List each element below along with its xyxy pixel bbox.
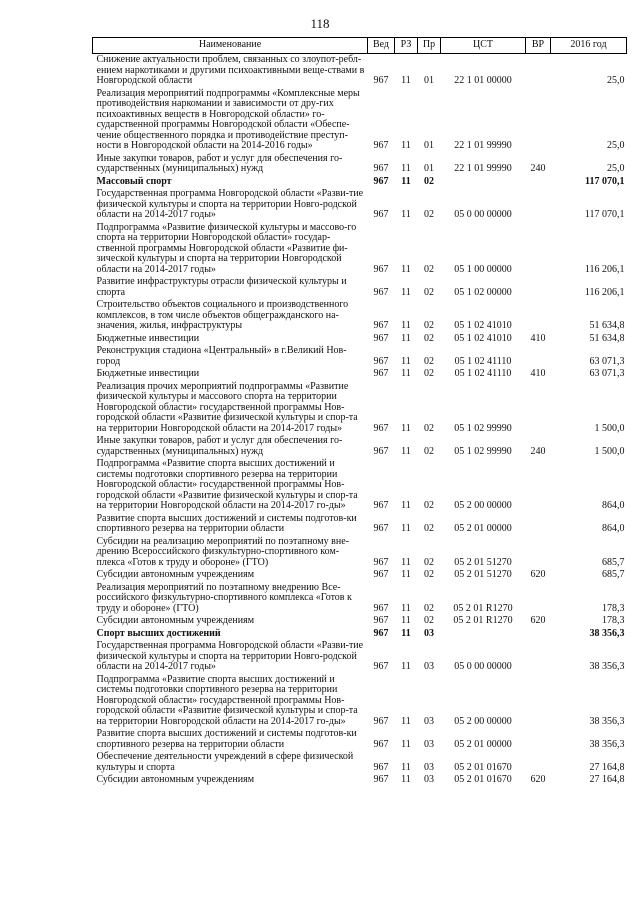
cell-sum: 117 070,1 xyxy=(585,175,625,187)
cell-ved: 967 xyxy=(373,422,389,434)
cell-ved: 967 xyxy=(373,523,389,534)
cell-vr xyxy=(526,299,551,333)
cell-name: Развитие инфраструктуры отрасли физической культуры и спорта xyxy=(96,276,347,298)
cell-pr: 02 xyxy=(424,355,434,367)
table-row xyxy=(93,435,627,458)
cell-pr: 02 xyxy=(424,286,434,298)
cell-rz: 11 xyxy=(401,75,411,86)
cell-rz: 11 xyxy=(401,761,411,773)
cell-ved: 967 xyxy=(373,320,389,331)
header-rz: РЗ xyxy=(395,38,418,54)
cell-sum: 116 206,1 xyxy=(584,286,625,298)
cell-ved: 967 xyxy=(373,163,389,174)
cell-sum: 51 634,8 xyxy=(589,332,625,344)
cell-vr xyxy=(526,582,551,616)
cell-pr: 03 xyxy=(424,774,434,785)
cell-ved: 967 xyxy=(373,209,389,220)
table-row xyxy=(93,458,627,513)
cell-name: Субсидии на реализацию мероприятий по поэтапному вне-дрению Всероссийского физкультурно-спортивного ком-плекса «Готов к труду и обороне» (ГТО) xyxy=(96,535,349,568)
cell-ved: 967 xyxy=(373,661,389,672)
cell-pr: 02 xyxy=(424,602,434,614)
cell-sum: 116 206,1 xyxy=(584,263,625,275)
table-row xyxy=(93,674,627,729)
table-row xyxy=(93,345,627,368)
cell-rz: 11 xyxy=(401,320,411,331)
cell-sum: 63 071,3 xyxy=(589,355,625,367)
cell-name: Субсидии автономным учреждениям xyxy=(96,569,255,580)
table-header xyxy=(93,38,627,54)
cell-vr: 410 xyxy=(530,368,546,379)
cell-ved: 967 xyxy=(373,627,389,639)
table-row xyxy=(93,333,627,346)
cell-rz: 11 xyxy=(401,569,411,580)
cell-name: Обеспечение деятельности учреждений в сфере физической культуры и спорта xyxy=(96,751,354,773)
cell-ved: 967 xyxy=(373,286,389,298)
cell-cst: 05 1 00 00000 xyxy=(454,263,512,275)
table-row xyxy=(93,54,627,88)
table-row xyxy=(93,222,627,277)
cell-vr xyxy=(526,381,551,436)
cell-vr: 240 xyxy=(530,163,546,174)
cell-sum: 178,3 xyxy=(602,602,625,614)
cell-name: Реализация мероприятий по поэтапному внедрению Все-российского физкультурно-спортивного комплекса «Готов к труду и обороне» (ГТО) xyxy=(96,581,352,614)
table-row xyxy=(93,153,627,176)
cell-ved: 967 xyxy=(373,75,389,86)
cell-ved: 967 xyxy=(373,774,389,785)
cell-rz: 11 xyxy=(401,422,411,434)
cell-name: Субсидии автономным учреждениям xyxy=(96,774,255,785)
cell-pr: 02 xyxy=(424,209,434,220)
cell-cst: 05 0 00 00000 xyxy=(454,661,512,672)
cell-name: Реализация мероприятий подпрограммы «Комплексные меры противодействия наркомании и зависимости от дру-гих психоактивных веществ в Новгородской области» го-сударственной программы Новгородской области «Обеспе-чение общественного порядка и противодействие преступ-ности в Новгородской области на 2014-2016 годы» xyxy=(96,87,360,151)
cell-vr xyxy=(526,222,551,277)
cell-rz: 11 xyxy=(401,627,411,639)
cell-ved: 967 xyxy=(373,556,389,568)
cell-pr: 03 xyxy=(424,761,434,773)
cell-ved: 967 xyxy=(373,615,389,626)
cell-sum: 38 356,3 xyxy=(589,715,625,727)
cell-pr: 02 xyxy=(424,332,434,344)
table-row xyxy=(93,582,627,616)
cell-cst: 05 2 00 00000 xyxy=(454,715,512,727)
cell-name: Массовый спорт xyxy=(96,175,172,187)
cell-sum: 51 634,8 xyxy=(589,320,625,331)
cell-sum: 178,3 xyxy=(602,615,625,626)
cell-rz: 11 xyxy=(401,286,411,298)
cell-vr xyxy=(526,188,551,222)
cell-vr xyxy=(526,628,551,641)
cell-rz: 11 xyxy=(401,615,411,626)
cell-ved: 967 xyxy=(373,445,389,457)
cell-sum: 25,0 xyxy=(607,75,625,86)
cell-ved: 967 xyxy=(373,355,389,367)
cell-vr xyxy=(526,276,551,299)
cell-name: Снижение актуальности проблем, связанных со злоупот-ребл-ением наркотиками и другими психоактивными веще-ствами в Новгородской области xyxy=(96,54,365,86)
cell-pr: 02 xyxy=(424,500,434,511)
cell-ved: 967 xyxy=(373,368,389,379)
cell-name: Иные закупки товаров, работ и услуг для обеспечения го-сударственных (муниципальных) нужд xyxy=(96,435,343,457)
cell-rz: 11 xyxy=(401,175,411,187)
header-ved: Вед xyxy=(368,38,395,54)
cell-cst: 05 2 00 00000 xyxy=(454,500,512,511)
table-row xyxy=(93,381,627,436)
cell-rz: 11 xyxy=(401,715,411,727)
cell-rz: 11 xyxy=(401,556,411,568)
table-row xyxy=(93,569,627,582)
cell-cst: 05 1 02 99990 xyxy=(454,422,512,434)
cell-rz: 11 xyxy=(401,445,411,457)
table-row xyxy=(93,628,627,641)
cell-sum: 864,0 xyxy=(602,523,625,534)
cell-sum: 685,7 xyxy=(602,556,625,568)
cell-name: Реализация прочих мероприятий подпрограммы «Развитие физической культуры и массового спорта на территории Новгородской области» государственной программы Нов-городской области «Развитие физической культуры и спор-та на территории Новгородской области на 2014-2017 годы» xyxy=(96,380,358,434)
cell-pr: 02 xyxy=(424,523,434,534)
cell-vr: 620 xyxy=(530,615,546,626)
cell-pr: 02 xyxy=(424,175,434,187)
cell-ved: 967 xyxy=(373,140,389,151)
cell-ved: 967 xyxy=(373,602,389,614)
cell-sum: 27 164,8 xyxy=(589,761,625,773)
cell-name: Подпрограмма «Развитие спорта высших достижений и системы подготовки спортивного резерва на территории Новгородской области» государственной программы Нов-городской области «Развитие физической культуры и спор-та на территории Новгородской области на 2014-2017 го-ды» xyxy=(96,458,358,511)
cell-vr: 410 xyxy=(530,332,546,344)
cell-sum: 38 356,3 xyxy=(589,738,625,750)
cell-name: Иные закупки товаров, работ и услуг для обеспечения го-сударственных (муниципальных) нужд xyxy=(96,152,343,174)
cell-pr: 01 xyxy=(424,140,434,151)
table-row xyxy=(93,88,627,153)
cell-cst: 05 1 02 41110 xyxy=(454,355,512,367)
cell-vr xyxy=(526,751,551,774)
cell-sum: 27 164,8 xyxy=(589,774,625,785)
header-pr: Пр xyxy=(418,38,441,54)
cell-vr xyxy=(526,54,551,88)
cell-sum: 25,0 xyxy=(607,163,625,174)
table-row xyxy=(93,299,627,333)
cell-cst: 05 1 02 41110 xyxy=(454,368,512,379)
cell-vr xyxy=(526,640,551,674)
cell-name: Развитие спорта высших достижений и системы подготов-ки спортивного резерва на территории области xyxy=(96,728,357,750)
cell-name: Строительство объектов социального и производственного комплексов, в том числе объектов общегражданского на-значения, жилья, инфраструктуры xyxy=(96,299,349,331)
cell-name: Подпрограмма «Развитие спорта высших достижений и системы подготовки спортивного резерва на территории Новгородской области» государственной программы Нов-городской области «Развитие физической культуры и спор-та на территории Новгородской области на 2014-2017 го-ды» xyxy=(96,673,358,727)
table-row xyxy=(93,774,627,787)
cell-name: Реконструкция стадиона «Центральный» в г.Великий Нов-город xyxy=(96,345,347,367)
cell-name: Спорт высших достижений xyxy=(96,627,221,639)
header-cst: ЦСТ xyxy=(441,38,526,54)
table-row xyxy=(93,368,627,381)
cell-cst: 05 2 01 51270 xyxy=(454,569,512,580)
table-row xyxy=(93,640,627,674)
header-year: 2016 год xyxy=(551,38,627,54)
cell-cst: 05 2 01 00000 xyxy=(454,738,512,750)
cell-ved: 967 xyxy=(373,569,389,580)
cell-sum: 1 500,0 xyxy=(594,422,625,434)
cell-cst: 22 1 01 99990 xyxy=(454,140,512,151)
cell-rz: 11 xyxy=(401,500,411,511)
cell-name: Субсидии автономным учреждениям xyxy=(96,615,255,626)
cell-sum: 864,0 xyxy=(602,500,625,511)
cell-vr xyxy=(526,513,551,536)
table-row xyxy=(93,536,627,570)
cell-vr xyxy=(526,176,551,189)
table-body xyxy=(93,54,627,787)
cell-pr: 02 xyxy=(424,569,434,580)
cell-pr: 01 xyxy=(424,75,434,86)
header-name: Наименование xyxy=(93,38,368,54)
cell-sum: 63 071,3 xyxy=(589,368,625,379)
cell-ved: 967 xyxy=(373,175,389,187)
cell-sum: 1 500,0 xyxy=(594,445,625,457)
cell-rz: 11 xyxy=(401,774,411,785)
cell-pr: 02 xyxy=(424,556,434,568)
cell-vr xyxy=(526,674,551,729)
cell-rz: 11 xyxy=(401,263,411,275)
cell-cst: 05 2 01 01670 xyxy=(454,774,512,785)
table-row xyxy=(93,276,627,299)
cell-name: Бюджетные инвестиции xyxy=(96,332,200,344)
cell-pr: 02 xyxy=(424,445,434,457)
cell-sum: 117 070,1 xyxy=(584,209,625,220)
cell-pr: 03 xyxy=(424,715,434,727)
table-row xyxy=(93,728,627,751)
cell-rz: 11 xyxy=(401,738,411,750)
cell-pr: 02 xyxy=(424,263,434,275)
cell-rz: 11 xyxy=(401,332,411,344)
table-row xyxy=(93,188,627,222)
cell-cst: 05 1 02 00000 xyxy=(454,286,512,298)
cell-vr: 620 xyxy=(530,774,546,785)
header-vr: ВР xyxy=(526,38,551,54)
cell-sum: 25,0 xyxy=(607,140,625,151)
page-number: 118 xyxy=(310,16,330,31)
cell-name: Развитие спорта высших достижений и системы подготов-ки спортивного резерва на территории области xyxy=(96,512,357,534)
table-row xyxy=(93,513,627,536)
cell-vr xyxy=(526,458,551,513)
cell-rz: 11 xyxy=(401,523,411,534)
budget-table xyxy=(92,37,627,787)
cell-rz: 11 xyxy=(401,661,411,672)
cell-cst: 22 1 01 99990 xyxy=(454,163,512,174)
table-row xyxy=(93,751,627,774)
cell-cst xyxy=(441,628,526,641)
table-row xyxy=(93,615,627,628)
cell-name: Бюджетные инвестиции xyxy=(96,368,200,379)
cell-cst: 05 2 01 00000 xyxy=(454,523,512,534)
cell-cst: 05 1 02 41010 xyxy=(454,320,512,331)
cell-cst: 05 2 01 R1270 xyxy=(453,602,513,614)
cell-sum: 685,7 xyxy=(602,569,625,580)
cell-cst: 05 2 01 51270 xyxy=(454,556,512,568)
cell-rz: 11 xyxy=(401,140,411,151)
cell-rz: 11 xyxy=(401,368,411,379)
cell-ved: 967 xyxy=(373,738,389,750)
cell-rz: 11 xyxy=(401,602,411,614)
cell-pr: 02 xyxy=(424,422,434,434)
cell-pr: 02 xyxy=(424,615,434,626)
cell-ved: 967 xyxy=(373,332,389,344)
cell-cst: 05 1 02 99990 xyxy=(454,445,512,457)
cell-vr xyxy=(526,88,551,153)
cell-pr: 02 xyxy=(424,368,434,379)
cell-cst: 05 1 02 41010 xyxy=(454,332,512,344)
cell-pr: 03 xyxy=(424,738,434,750)
cell-sum: 38 356,3 xyxy=(589,627,625,639)
cell-ved: 967 xyxy=(373,715,389,727)
cell-cst: 22 1 01 00000 xyxy=(454,75,512,86)
cell-vr: 240 xyxy=(530,445,546,457)
cell-cst: 05 0 00 00000 xyxy=(454,209,512,220)
cell-name: Подпрограмма «Развитие физической культуры и массово-го спорта на территории Новгородской области» государ-ственной программы Новгородской области «Развитие фи-зической культуры и спорта на территории Новгородской области на 2014-2017 годы» xyxy=(96,221,357,275)
cell-cst: 05 2 01 01670 xyxy=(454,761,512,773)
cell-pr: 02 xyxy=(424,320,434,331)
cell-cst: 05 2 01 R1270 xyxy=(453,615,513,626)
cell-ved: 967 xyxy=(373,263,389,275)
cell-rz: 11 xyxy=(401,209,411,220)
cell-pr: 01 xyxy=(424,163,434,174)
cell-sum: 38 356,3 xyxy=(589,661,625,672)
cell-ved: 967 xyxy=(373,500,389,511)
cell-vr xyxy=(526,536,551,570)
cell-vr xyxy=(526,345,551,368)
cell-pr: 03 xyxy=(424,627,434,639)
cell-pr: 03 xyxy=(424,661,434,672)
cell-ved: 967 xyxy=(373,761,389,773)
cell-name: Государственная программа Новгородской области «Разви-тие физической культуры и спорта на территории Новго-родской области на 2014-2017 годы» xyxy=(96,640,364,672)
cell-cst xyxy=(441,176,526,189)
cell-vr: 620 xyxy=(530,569,546,580)
cell-rz: 11 xyxy=(401,355,411,367)
cell-rz: 11 xyxy=(401,163,411,174)
cell-vr xyxy=(526,728,551,751)
cell-name: Государственная программа Новгородской области «Разви-тие физической культуры и спорта на территории Новго-родской области на 2014-2017 годы» xyxy=(96,188,364,220)
table-row xyxy=(93,176,627,189)
